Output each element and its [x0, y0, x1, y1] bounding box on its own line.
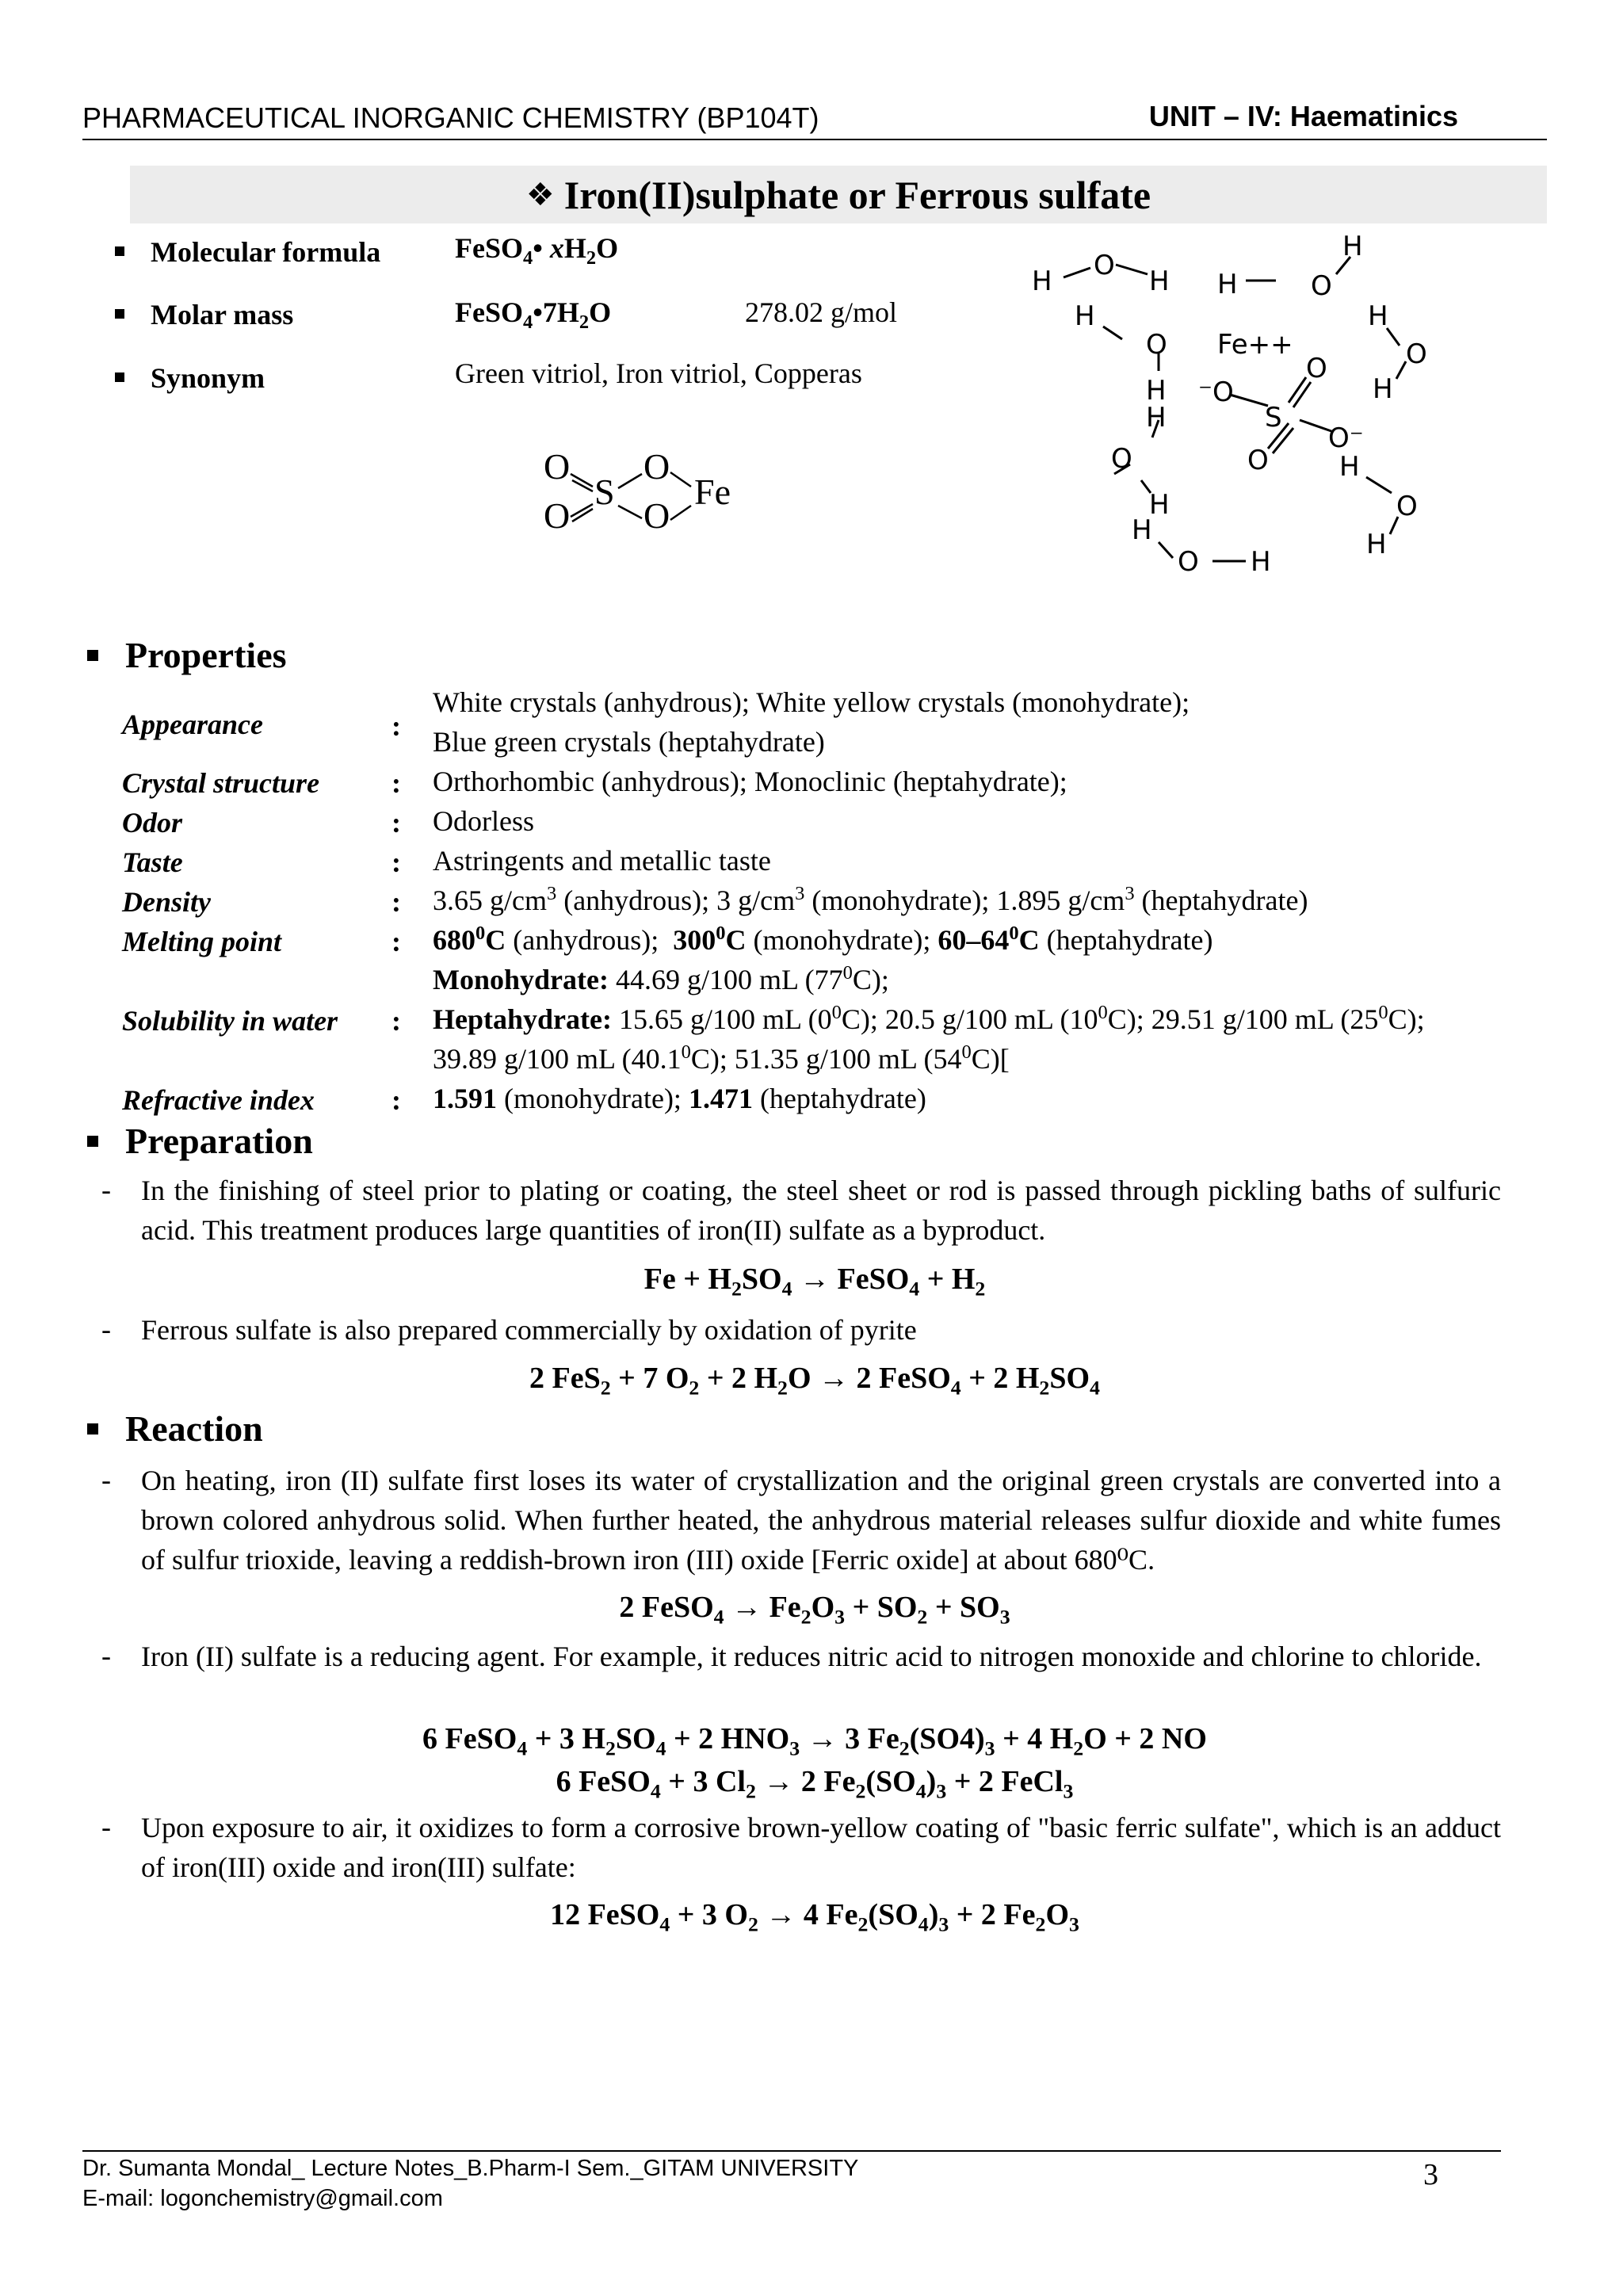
equation-thermal-decomposition: 2 FeSO$_4$ → $Fe_2O_3 + SO_2 + SO_3$: [619, 1591, 1010, 1629]
section-reaction: [82, 1408, 263, 1450]
colon: :: [391, 1005, 401, 1037]
molar-mass-formula: $FeSO_4•7H_2O$: [455, 296, 612, 334]
struct-atom: H: [1342, 231, 1363, 262]
solubility-value-2: Heptahydrate: 15.65 g/100 mL $(0^0C)$; 20.5 g/100 mL $(10^0C)$; 29.51 g/100 mL $(25^0C)$;: [433, 1002, 1425, 1035]
taste-label: Taste: [122, 846, 183, 878]
melting-point-value: $680^0C$ (anhydrous); $300^0C$ (monohydrate); $60-64^0C$ (heptahydrate): [433, 923, 1213, 956]
section-heading: Preparation: [125, 1121, 313, 1161]
section-preparation: [82, 1120, 313, 1162]
section-heading: Properties: [125, 635, 287, 675]
crystal-structure-value: Orthorhombic (anhydrous); Monoclinic (heptahydrate);: [433, 766, 1067, 797]
colon: :: [391, 710, 401, 742]
struct-atom: O: [1094, 250, 1115, 281]
refractive-index-label: Refractive index: [122, 1084, 315, 1116]
dash-bullet: -: [101, 1811, 111, 1843]
synonym-value: Green vitriol, Iron vitriol, Copperas: [455, 357, 862, 389]
header-course: PHARMACEUTICAL INORGANIC CHEMISTRY (BP104T): [82, 101, 819, 134]
solubility-label: Solubility in water: [122, 1005, 338, 1037]
appearance-value-1: White crystals (anhydrous); White yellow crystals (monohydrate);: [433, 686, 1190, 718]
footer-author: Dr. Sumanta Mondal_ Lecture Notes_B.Pharm-I Sem._GITAM UNIVERSITY: [82, 2156, 859, 2181]
struct-atom: ⁻O: [1198, 376, 1234, 408]
struct-atom: H: [1075, 300, 1095, 332]
struct-atom: O: [1146, 329, 1167, 361]
ferrous-sulfate-heptahydrate-structure: [1014, 230, 1458, 579]
density-value: 3.65 $g/cm^3$ (anhydrous); 3 $g/cm^3$ (monohydrate); 1.895 $g/cm^3$ (heptahydrate): [433, 883, 1308, 916]
struct-atom: H: [1149, 266, 1170, 297]
dash-bullet: -: [101, 1313, 111, 1345]
equation-pyrite-oxidation: 2 FeS$_2$ + 7 $O_2 + 2$ $H_2O \to 2$ FeSO$_4$ + 2 $H_2SO_4$: [529, 1362, 1100, 1400]
struct-atom: O: [1247, 445, 1269, 476]
equation-nitric-acid-reduction: 6 FeSO$_4$ + 3 $H_2SO_4 + 2$ $HNO_3 \to 3$ $Fe_2(SO4)_3 + 4$ $H_2O + 2$ NO: [422, 1722, 1207, 1760]
section-properties: [82, 634, 287, 676]
struct-atom: Fe: [694, 472, 731, 512]
struct-atom: H: [1146, 402, 1167, 434]
struct-atom: H: [1366, 529, 1387, 560]
page-number: 3: [1423, 2158, 1438, 2191]
crystal-structure-label: Crystal structure: [122, 767, 320, 799]
colon: :: [391, 1084, 401, 1116]
colon: :: [391, 807, 401, 839]
equation-air-oxidation: 12 FeSO$_4$ + 3 $O_2 \to 4$ $Fe_2(SO_4)_3 + 2$ $Fe_2O_3$: [550, 1898, 1079, 1936]
struct-atom: S: [594, 472, 615, 512]
reaction-paragraph-3: Upon exposure to air, it oxidizes to form a corrosive brown-yellow coating of "basic ferric sulfate", which is an adduct of iron(III) oxide and iron(III) sulfate:: [141, 1812, 1501, 1883]
struct-atom: H: [1032, 266, 1052, 297]
molecular-formula-label: Molecular formula: [151, 236, 381, 268]
header-divider: [82, 139, 1547, 140]
colon: :: [391, 846, 401, 878]
colon: :: [391, 767, 401, 799]
synonym-label: Synonym: [151, 362, 265, 394]
fe-ion-label: Fe++: [1217, 329, 1293, 361]
square-bullet-icon: [87, 1136, 98, 1147]
struct-atom: O: [544, 495, 571, 536]
struct-atom: H: [1368, 300, 1388, 332]
ferrous-sulfate-structure: [536, 441, 750, 536]
struct-atom: H: [1251, 546, 1271, 578]
struct-atom: O⁻: [1328, 422, 1364, 454]
struct-atom: O: [1396, 491, 1418, 522]
molar-mass-label: Molar mass: [151, 299, 294, 330]
melting-point-label: Melting point: [122, 926, 282, 957]
struct-atom: H: [1146, 375, 1167, 407]
struct-atom: O: [1111, 443, 1132, 475]
equation-steel-pickling: $Fe + H_2SO_4$ → FeSO$_4$ + $H_2$: [643, 1263, 986, 1301]
struct-atom: H: [1132, 514, 1152, 546]
solubility-value-1: Monohydrate: 44.69 g/100 mL $(77^0C)$;: [433, 962, 889, 995]
square-bullet-icon: [115, 372, 124, 382]
colon: :: [391, 886, 401, 918]
struct-atom: H: [1149, 489, 1170, 521]
square-bullet-icon: [115, 246, 124, 256]
preparation-paragraph-1: In the finishing of steel prior to plating or coating, the steel sheet or rod is passed through pickling baths of sulfuric acid. This treatment produces large quantities of iron(II) sulfate as a byproduct.: [141, 1175, 1501, 1246]
header-unit: UNIT – IV: Haematinics: [1148, 100, 1458, 132]
struct-atom: H: [1217, 269, 1238, 300]
struct-atom: O: [643, 495, 670, 536]
struct-atom: O: [1406, 338, 1427, 370]
square-bullet-icon: [87, 1423, 98, 1435]
refractive-index-value: 1.591 (monohydrate); 1.471 (heptahydrate): [433, 1083, 926, 1114]
struct-atom: H: [1339, 451, 1360, 483]
struct-atom: O: [544, 446, 571, 487]
dash-bullet: -: [101, 1174, 111, 1205]
struct-atom: O: [1306, 353, 1327, 384]
footer-email: E-mail: logonchemistry@gmail.com: [82, 2186, 443, 2211]
square-bullet-icon: [115, 309, 124, 319]
section-heading: Reaction: [125, 1408, 263, 1449]
struct-atom: S: [1265, 402, 1282, 434]
footer-divider: [82, 2150, 1501, 2152]
molecular-formula-value: FeSO$_4$• $xH_2O$: [455, 232, 619, 269]
square-bullet-icon: [87, 650, 98, 661]
appearance-label: Appearance: [122, 709, 263, 740]
diamond-bullet-icon: ❖: [525, 176, 555, 213]
colon: :: [391, 926, 401, 957]
struct-atom: O: [1311, 270, 1332, 302]
reaction-paragraph-1: On heating, iron (II) sulfate first loses its water of crystallization and the original green crystals are converted into a brown colored anhydrous solid. When further heated, the anhydrous material releases sulfur dioxide and white fumes of sulfur trioxide, leaving a reddish-brown iron (III) oxide [Ferric oxide] at about 680⁰C.: [141, 1465, 1501, 1576]
dash-bullet: -: [101, 1640, 111, 1671]
page-title-bar: [130, 166, 1547, 223]
equation-chlorine-reduction: 6 FeSO$_4$ + 3 $Cl_2 \to 2$ $Fe_2(SO_4)_3 + 2$ FeCl$_3$: [556, 1765, 1074, 1803]
molar-mass-value: 278.02 g/mol: [745, 296, 898, 328]
struct-atom: O: [643, 446, 670, 487]
page-title: Iron(II)sulphate or Ferrous sulfate: [563, 172, 1151, 217]
reaction-paragraph-2: Iron (II) sulfate is a reducing agent. For example, it reduces nitric acid to nitrogen monoxide and chlorine to chloride.: [141, 1641, 1482, 1672]
struct-atom: O: [1178, 546, 1199, 578]
density-label: Density: [122, 886, 211, 918]
taste-value: Astringents and metallic taste: [433, 845, 771, 877]
dash-bullet: -: [101, 1464, 111, 1496]
struct-atom: H: [1373, 373, 1393, 405]
odor-label: Odor: [122, 807, 183, 839]
preparation-paragraph-2: Ferrous sulfate is also prepared commercially by oxidation of pyrite: [141, 1314, 917, 1346]
appearance-value-2: Blue green crystals (heptahydrate): [433, 726, 825, 758]
odor-value: Odorless: [433, 805, 534, 837]
solubility-value-3: 39.89 g/100 mL (40.1$^0$C); 51.35 g/100 mL $(54^0C)$[: [433, 1041, 1010, 1075]
